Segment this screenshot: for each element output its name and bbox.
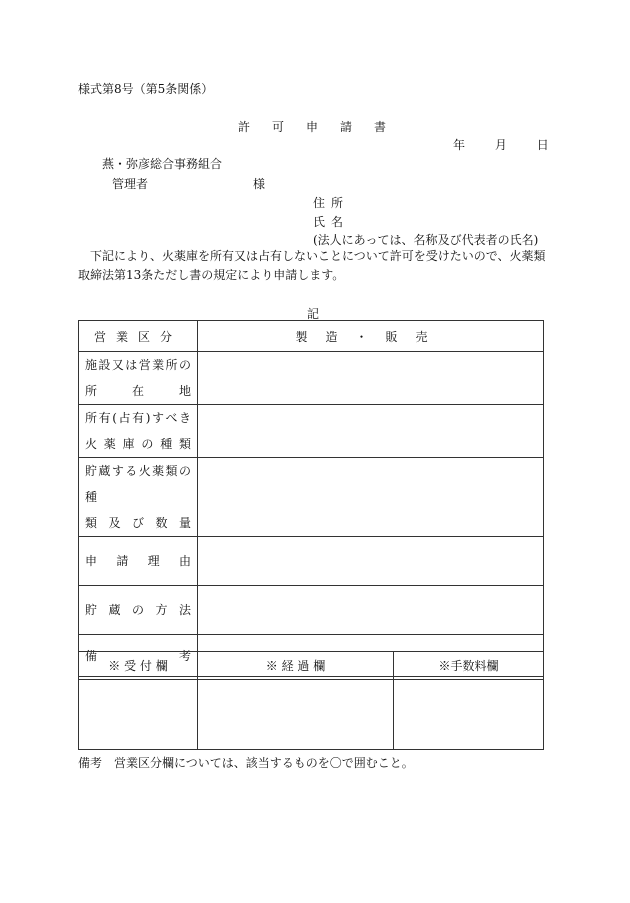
corporate-note: (法人にあっては、名称及び代表者の氏名)	[313, 233, 539, 247]
date-day: 日	[536, 138, 549, 152]
reception-header: ※ 受 付 欄	[79, 652, 198, 680]
storage-method-field[interactable]	[198, 586, 544, 635]
footnote: 備考 営業区分欄については、該当するものを〇で囲むこと。	[78, 756, 414, 770]
addressee: 燕・弥彦総合事務組合	[102, 157, 223, 171]
table-row	[79, 652, 544, 680]
office-use-table	[78, 651, 544, 750]
magazine-type-label: 所有(占有)すべき 火薬庫の種類	[79, 405, 198, 458]
document-title: 許可申請書	[238, 120, 409, 134]
progress-header: ※ 経 過 欄	[198, 652, 394, 680]
table-row	[79, 458, 544, 537]
applicant-address-label: 住所	[313, 196, 350, 210]
fee-header: ※手数料欄	[394, 652, 544, 680]
honorific-sama: 様	[253, 177, 266, 191]
remarks-label: 備考	[79, 635, 198, 677]
storage-method-label: 貯蔵の方法	[79, 586, 198, 635]
ki-marker: 記	[307, 307, 320, 321]
explosives-quantity-field[interactable]	[198, 458, 544, 537]
date-year: 年	[453, 138, 466, 152]
explosives-quantity-label: 貯蔵する火薬類の種 類及び数量	[79, 458, 198, 537]
table-row	[79, 537, 544, 586]
facility-location-field[interactable]	[198, 352, 544, 405]
applicant-name-label: 氏名	[313, 215, 350, 229]
application-reason-label: 申請理由	[79, 537, 198, 586]
application-reason-field[interactable]	[198, 537, 544, 586]
manager-label: 管理者	[112, 177, 149, 191]
form-number: 様式第8号（第5条関係）	[78, 82, 214, 96]
application-table	[78, 320, 544, 677]
table-row	[79, 586, 544, 635]
table-row	[79, 405, 544, 458]
table-row	[79, 321, 544, 352]
progress-field[interactable]	[198, 680, 394, 750]
fee-field[interactable]	[394, 680, 544, 750]
reception-field[interactable]	[79, 680, 198, 750]
date-line	[453, 136, 549, 153]
business-category-label: 営業区分	[79, 321, 198, 352]
table-row	[79, 352, 544, 405]
table-row	[79, 680, 544, 750]
application-statement: 下記により、火薬庫を所有又は占有しないことについて許可を受けたいので、火薬類取締法第13条ただし書の規定により申請します。	[78, 249, 546, 282]
facility-location-label: 施設又は営業所の 所在地	[79, 352, 198, 405]
magazine-type-field[interactable]	[198, 405, 544, 458]
business-category-value[interactable]: 製造・販売	[198, 321, 544, 352]
date-month: 月	[494, 138, 507, 152]
